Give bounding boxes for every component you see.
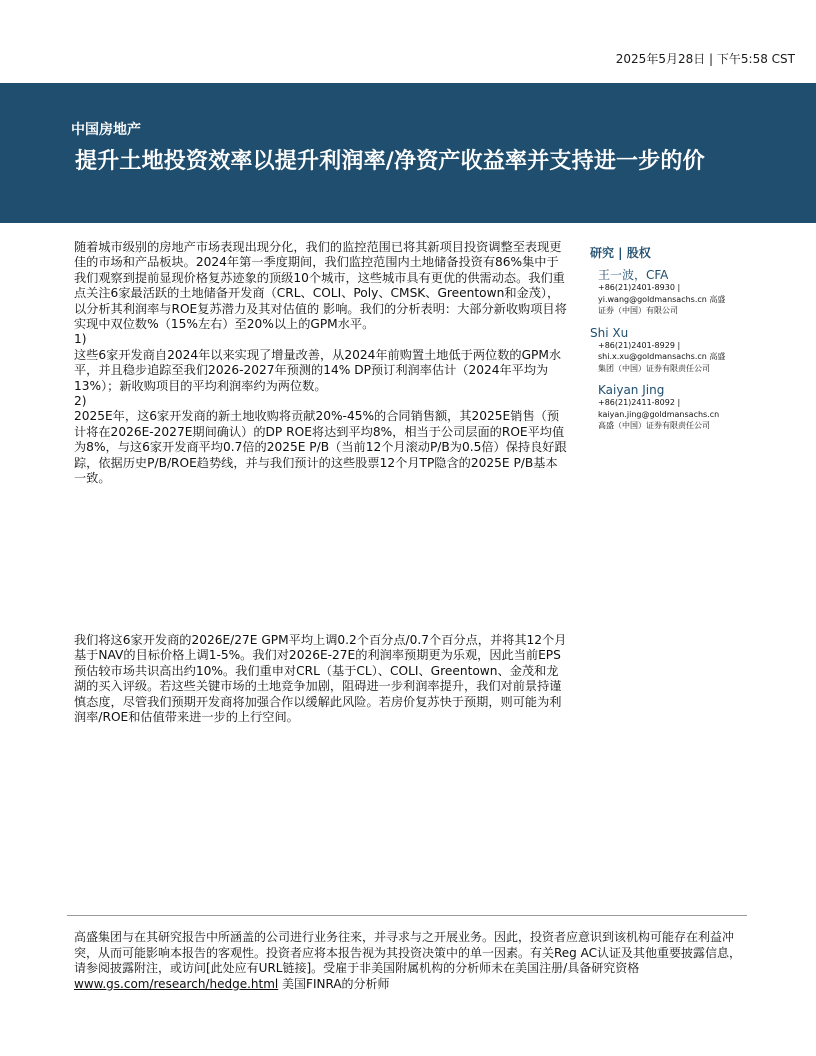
disclaimer-body: 高盛集团与在其研究报告中所涵盖的公司进行业务往来，并寻求与之开展业务。因此，投资者应意识到该机构可能存在利益冲突，从而可能影响本报告的客观性。投资者应将本报告视为其投资决策中的单一因素。有关Reg AC认证及其他重要披露信息，请参阅披露附注，或访问[此处应有URL链接]。受雇于非美国附属机构的分析师未在美国注册/具备研究资格 [74, 930, 741, 976]
analyst-firm: 高盛（中国）证券有限责任公司 [598, 421, 710, 430]
analyst-email[interactable]: yi.wang@goldmansachs.cn 高盛 [598, 294, 726, 304]
report-headline: 提升土地投资效率以提升利润率/净资产收益率并支持进一步的价 [75, 149, 705, 174]
analyst-name[interactable]: Kaiyan Jing [598, 383, 665, 397]
analyst-firm: 集团（中国）证券有限责任公司 [598, 363, 710, 373]
analyst-card [590, 268, 770, 317]
conclusion-block [74, 633, 568, 725]
analyst-firm: 证券（中国）有限公司 [598, 306, 678, 315]
point-2-marker: 2) [74, 394, 87, 409]
analyst-sidebar [590, 244, 770, 441]
analyst-card [590, 326, 770, 375]
title-banner [0, 83, 816, 223]
disclaimer-text [74, 930, 746, 992]
analyst-phone: +86(21)2411-8092 | [598, 398, 681, 407]
point-1-paragraph: 这些6家开发商自2024年以来实现了增量改善，从2024年前购置土地低于两位数的GPM水平，并且稳步追踪至我们2026-2027年预测的14% DP预订利润率估计（2024年平均为13%）；新收购项目的平均利润率约为两位数。 [74, 347, 562, 393]
analyst-name[interactable]: Shi Xu [590, 325, 629, 340]
analyst-email[interactable]: kaiyan.jing@goldmansachs.cn [598, 409, 720, 419]
analyst-card [590, 383, 770, 432]
intro-paragraph: 随着城市级别的房地产市场表现出现分化，我们的监控范围已将其新项目投资调整至表现更佳的市场和产品板块。2024年第一季度期间，我们监控范围内土地储备投资有86%集中于我们观察到提前显现价格复苏迹象的顶级10个城市，这些城市具有更优的供需动态。我们重点关注6家最活跃的土地储备开发商（CRL、COLI、Poly、CMSK、Greentown和金茂），以分析其利润率与ROE复苏潜力及其对估值的 影响。我们的分析表明：大部分新收购项目将实现中双位数%（15%左右）至20%以上的GPM水平。 [74, 240, 567, 332]
analyst-phone: +86(21)2401-8929 | [598, 340, 681, 350]
point-1-marker: 1) [74, 332, 87, 347]
sector-label: 中国房地产 [71, 122, 141, 138]
analyst-email[interactable]: shi.x.xu@goldmansachs.cn 高盛 [598, 352, 726, 361]
conclusion-paragraph: 我们将这6家开发商的2026E/27E GPM平均上调0.2个百分点/0.7个百分点，并将其12个月基于NAV的目标价格上调1-5%。我们对2026E-27E的利润率预期更为乐观，因此当前EPS预估较市场共识高出约10%。我们重申对CRL（基于CL）、COLI、Greentown、金茂和龙湖的买入评级。若这些关键市场的土地竞争加剧，阻碍进一步利润率提升，我们对前景持谨慎态度，尽管我们预期开发商将加强合作以缓解此风险。若房价复苏快于预期，则可能为利润率/ROE和估值带来进一步的上行空间。 [74, 633, 567, 725]
analyst-name[interactable]: 王一波，CFA [598, 268, 669, 282]
report-timestamp: 2025年5月28日 | 下午5:58 CST [615, 52, 795, 66]
sidebar-heading: 研究 | 股权 [590, 246, 651, 260]
footer-divider [67, 915, 747, 916]
summary-block [74, 240, 568, 487]
analyst-phone: +86(21)2401-8930 | [598, 283, 681, 292]
disclaimer-link-suffix: 美国FINRA的分析师 [278, 976, 390, 991]
disclosure-link[interactable]: www.gs.com/research/hedge.html [74, 976, 279, 991]
point-2-paragraph: 2025E年，这6家开发商的新土地收购将贡献20%-45%的合同销售额，其2025E销售（预计将在2026E-2027E期间确认）的DP ROE将达到平均8%，相当于公司层面的ROE平均值为8%，与这6家开发商平均0.7倍的2025E P/B（当前12个月滚动P/B为0.5倍）保持良好跟踪，依据历史P/B/ROE趋势线，并与我们预计的这些股票12个月TP隐含的2025E P/B基本一致。 [74, 409, 567, 486]
